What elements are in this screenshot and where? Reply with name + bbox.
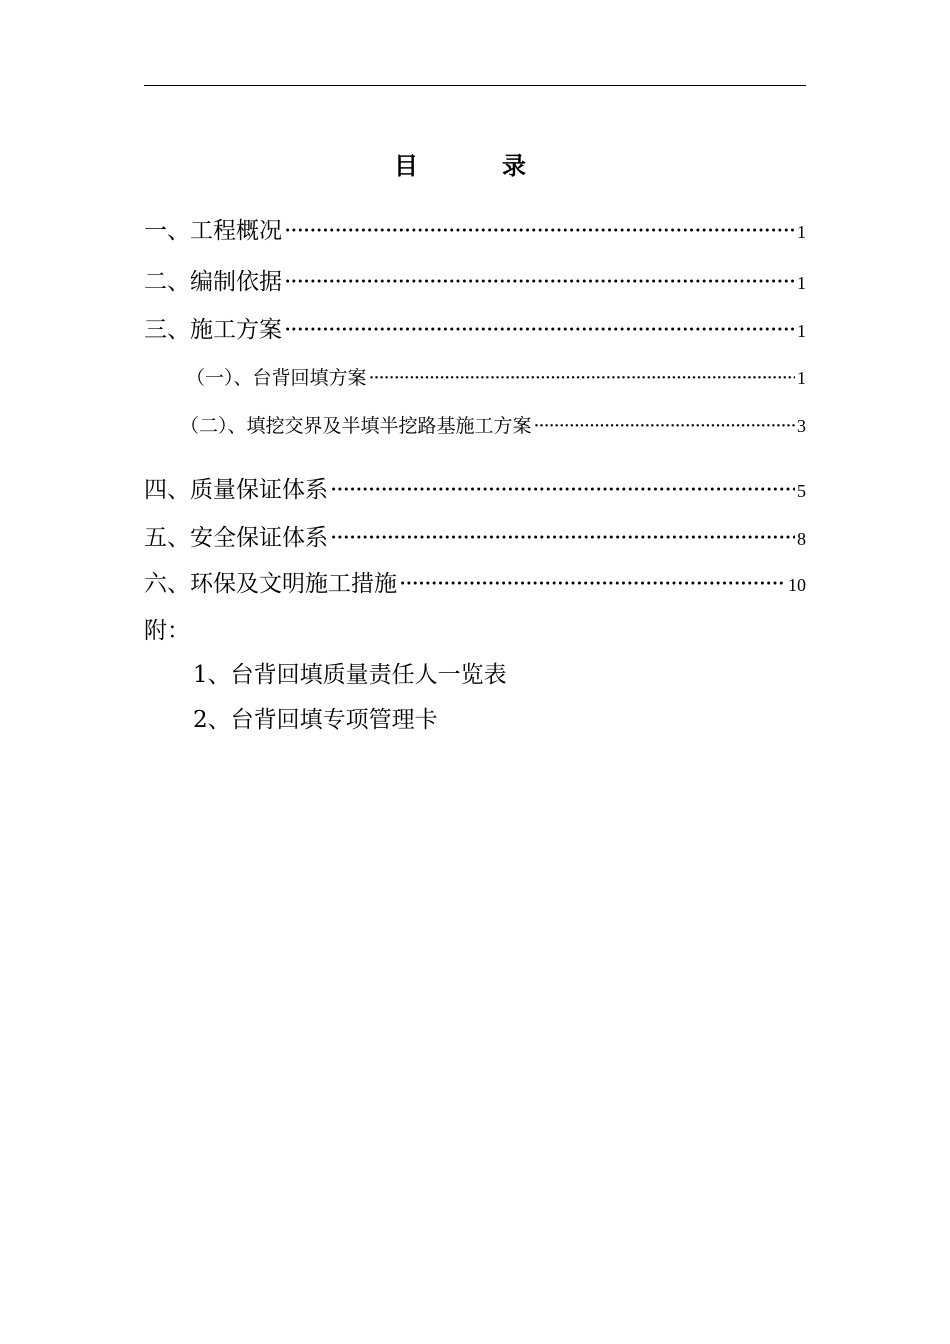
toc-entry-label: 五、安全保证体系 [144, 525, 328, 551]
toc-entry-page: 1 [797, 368, 806, 388]
toc-leader-dots [534, 411, 795, 441]
toc-leader-dots [330, 473, 795, 507]
toc-entry-label: 一、工程概况 [144, 218, 282, 244]
toc-leader-dots [369, 363, 795, 393]
toc-entry-label: 三、施工方案 [144, 317, 282, 343]
appendix-heading: 附： [144, 618, 190, 644]
toc-entry-page: 3 [797, 416, 806, 436]
toc-leader-dots [284, 313, 795, 347]
header-rule [144, 85, 806, 86]
toc-entry-page: 8 [797, 529, 806, 549]
appendix-item: 1、台背回填质量责任人一览表 [193, 662, 507, 688]
toc-entry-page: 1 [797, 273, 806, 293]
toc-entry[interactable] [144, 521, 806, 556]
toc-entry-page: 5 [797, 481, 806, 501]
toc-leader-dots [284, 214, 795, 248]
toc-leader-dots [399, 567, 786, 601]
toc-entry[interactable] [180, 411, 806, 441]
toc-title: 目 录 [394, 151, 556, 180]
toc-entry[interactable] [144, 567, 806, 602]
toc-entry-label: （二）、填挖交界及半填半挖路基施工方案 [180, 415, 532, 437]
toc-leader-dots [284, 265, 795, 299]
toc-entry-page: 10 [788, 575, 806, 595]
toc-entry-label: 六、环保及文明施工措施 [144, 571, 397, 597]
toc-entry-label: （一）、台背回填方案 [186, 367, 367, 389]
toc-entry[interactable] [186, 363, 806, 393]
toc-entry-label: 四、质量保证体系 [144, 477, 328, 503]
toc-entry-label: 二、编制依据 [144, 269, 282, 295]
appendix-item: 2、台背回填专项管理卡 [193, 707, 438, 733]
toc-entry[interactable] [144, 313, 806, 348]
toc-entry[interactable] [144, 265, 806, 300]
toc-entry[interactable] [144, 214, 806, 249]
toc-leader-dots [330, 521, 795, 555]
toc-entry-page: 1 [797, 321, 806, 341]
toc-entry-page: 1 [797, 222, 806, 242]
toc-entry[interactable] [144, 473, 806, 508]
